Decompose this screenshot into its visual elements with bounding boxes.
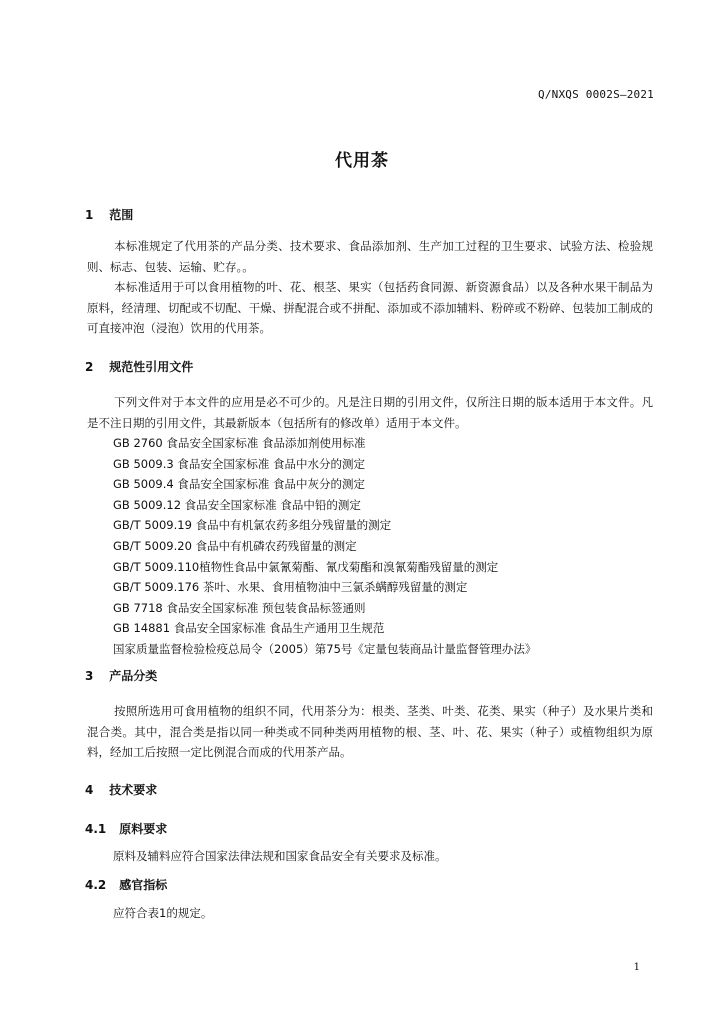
section-number: 4 (85, 783, 94, 797)
reference-item: GB 5009.3 食品安全国家标准 食品中水分的测定 (113, 456, 366, 471)
subsection-title: 原料要求 (119, 822, 168, 836)
reference-item: GB/T 5009.110植物性食品中氯氰菊酯、氰戊菊酯和溴氰菊酯残留量的测定 (113, 559, 499, 574)
references-intro-paragraph: 下列文件对于本文件的应用是必不可少的。凡是注日期的引用文件，仅所注日期的版本适用于本文件。凡是不注日期的引用文件，其最新版本（包括所有的修改单）适用于本文件。 (87, 395, 653, 430)
scope-paragraph-1: 本标准规定了代用茶的产品分类、技术要求、食品添加剂、生产加工过程的卫生要求、试验方法、检验规则、标志、包装、运输、贮存。。 (87, 239, 653, 274)
section-1-heading (85, 206, 133, 223)
section-number: 3 (85, 669, 94, 683)
normative-references-list (113, 433, 536, 660)
subsection-number: 4.2 (85, 878, 107, 892)
reference-item: GB 7718 食品安全国家标准 预包装食品标签通则 (113, 600, 366, 615)
section-number: 2 (85, 360, 94, 374)
reference-item: 国家质量监督检验检疫总局令（2005）第75号《定量包装商品计量监督管理办法》 (113, 641, 537, 656)
reference-item: GB/T 5009.176 茶叶、水果、食用植物油中三氯杀螨醇残留量的测定 (113, 580, 468, 595)
subsection-number: 4.1 (85, 822, 107, 836)
reference-item: GB 14881 食品安全国家标准 食品生产通用卫生规范 (113, 621, 385, 636)
subsection-4-2-heading (85, 876, 167, 893)
page-number: 1 (633, 962, 640, 973)
section-title: 产品分类 (109, 669, 158, 683)
reference-item: GB 2760 食品安全国家标准 食品添加剂使用标准 (113, 436, 366, 450)
reference-item: GB/T 5009.20 食品中有机磷农药残留量的测定 (113, 538, 357, 553)
standard-code: Q/NXQS 0002S—2021 (538, 88, 654, 101)
section-3-heading (85, 667, 157, 684)
section-title: 规范性引用文件 (109, 360, 194, 374)
sensory-index-text: 应符合表1的规定。 (113, 906, 213, 920)
reference-item: GB 5009.4 食品安全国家标准 食品中灰分的测定 (113, 477, 366, 492)
section-number: 1 (85, 208, 94, 222)
section-title: 技术要求 (109, 783, 158, 797)
section-4-heading (85, 781, 157, 798)
reference-item: GB 5009.12 食品安全国家标准 食品中铅的测定 (113, 497, 361, 512)
document-title: 代用茶 (335, 151, 389, 171)
section-title: 范围 (109, 208, 134, 222)
subsection-4-1-heading (85, 820, 167, 837)
raw-material-requirement-text: 原料及辅料应符合国家法律法规和国家食品安全有关要求及标准。 (113, 849, 447, 863)
subsection-title: 感官指标 (119, 878, 168, 892)
section-2-heading (85, 358, 193, 375)
scope-paragraph-2: 本标准适用于可以食用植物的叶、花、根茎、果实（包括药食同源、新资源食品）以及各种水果干制品为原料，经清理、切配或不切配、干燥、拼配混合或不拼配、添加或不添加辅料、粉碎或不粉碎、包装加工制成的可直接冲泡（浸泡）饮用的代用茶。 (87, 280, 653, 335)
reference-item: GB/T 5009.19 食品中有机氯农药多组分残留量的测定 (113, 518, 392, 533)
product-classification-paragraph: 按照所选用可食用植物的组织不同，代用茶分为：根类、茎类、叶类、花类、果实（种子）及水果片类和混合类。其中，混合类是指以同一种类或不同种类两用植物的根、茎、叶、花、果实（种子）或植物组织为原料，经加工后按照一定比例混合而成的代用茶产品。 (87, 704, 653, 759)
